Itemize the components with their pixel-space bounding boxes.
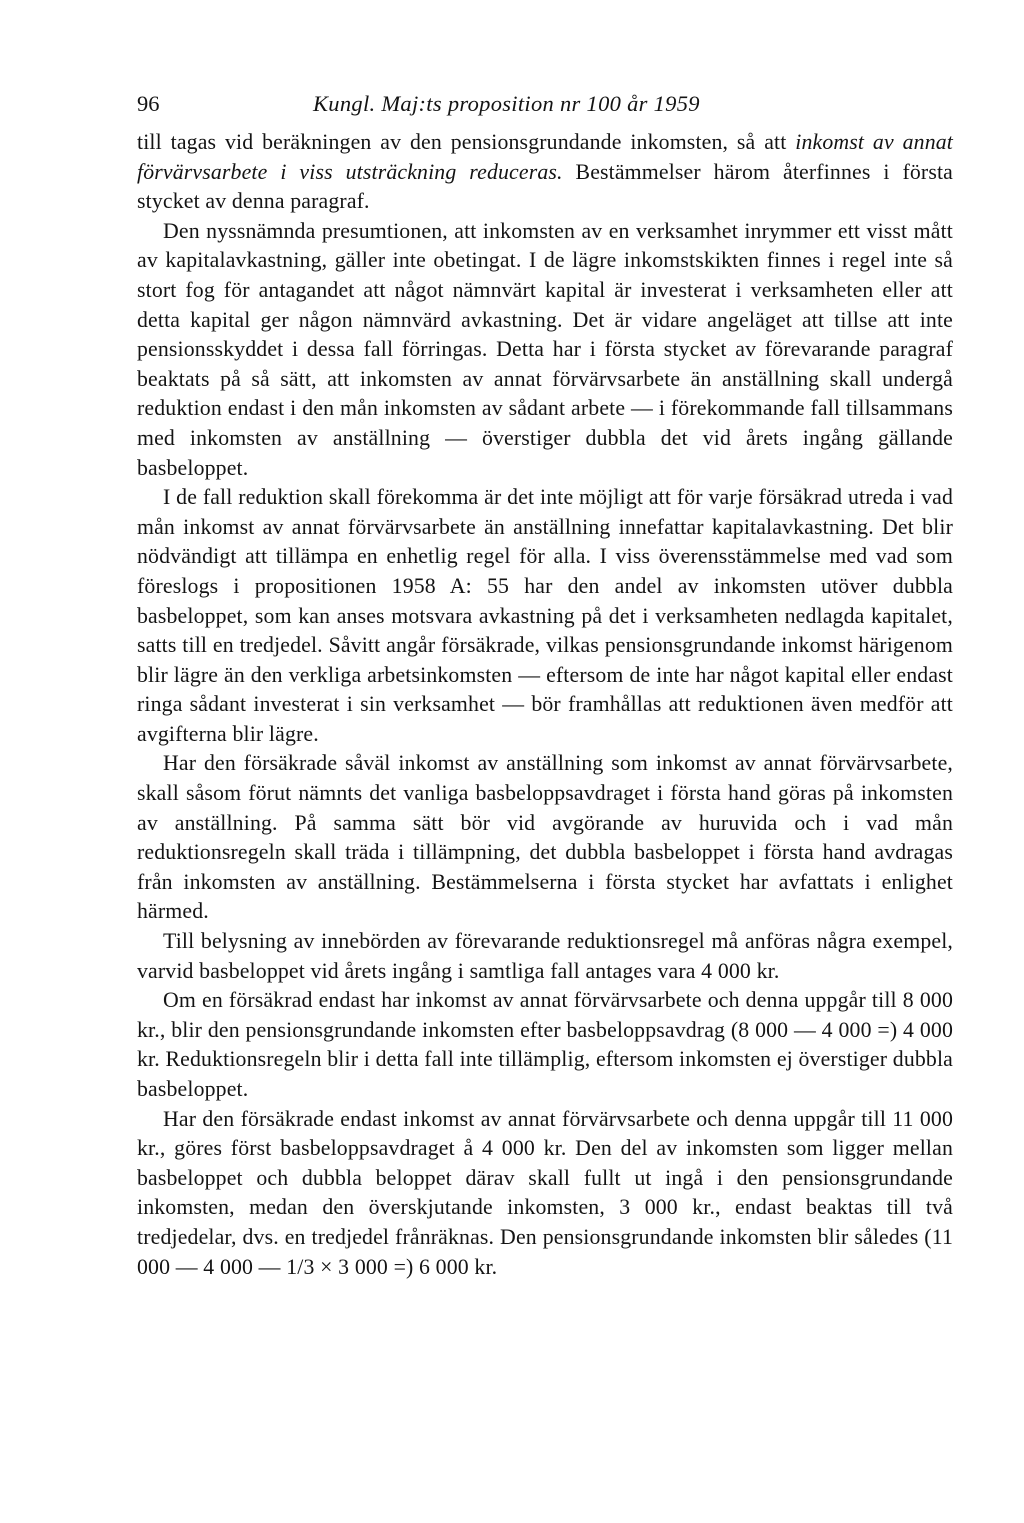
paragraph-6: Om en försäkrad endast har inkomst av annat förvärvsarbete och denna uppgår till 8 000 kr., blir den pensionsgrundande inkomsten efter basbeloppsavdrag (8 000 — 4 000 =) 4 000 kr. Reduktionsregeln blir i detta fall inte tillämplig, eftersom inkomsten ej överstiger dubbla basbeloppet. bbox=[137, 988, 953, 1101]
paragraph-5: Till belysning av innebörden av förevarande reduktionsregel må anföras några exempel, varvid basbeloppet vid årets ingång i samtliga fall antages vara 4 000 kr. bbox=[137, 929, 953, 983]
paragraph-7: Har den försäkrade endast inkomst av annat förvärvsarbete och denna uppgår till 11 000 kr., göres först basbeloppsavdraget å 4 000 kr. Den del av inkomsten som ligger mellan basbeloppet och dubbla beloppet därav skall fullt ut ingå i den pensionsgrundande inkomsten, medan den överskjutande inkomsten, 3 000 kr., endast beaktas till två tredjedelar, dvs. en tredjedel frånräknas. Den pensionsgrundande inkomsten blir således (11 000 — 4 000 — 1/3 × 3 000 =) 6 000 kr. bbox=[137, 1106, 953, 1279]
paragraph-1-text-before: till tagas vid beräkningen av den pensionsgrundande inkomsten, så att bbox=[137, 130, 796, 154]
paragraph-2: Den nyssnämnda presumtionen, att inkomsten av en verksamhet inrymmer ett visst mått av kapitalavkastning, gäller inte obetingat. I de lägre inkomstskikten finnes i regel inte så stort fog för antagandet att något nämnvärt kapital är investerat i verksamheten eller att detta kapital ger någon nämnvärd avkastning. Det är vidare angeläget att tillse att inte pensionsskyddet i dessa fall förringas. Detta har i första stycket av förevarande paragraf beaktats på så sätt, att inkomsten av annat förvärvsarbete än anställning skall undergå reduktion endast i den mån inkomsten av sådant arbete — i förekommande fall tillsammans med inkomsten av anställning — överstiger dubbla det vid årets ingång gällande basbeloppet. bbox=[137, 218, 953, 480]
page-header bbox=[137, 86, 889, 122]
paragraph-4: Har den försäkrade såväl inkomst av anställning som inkomst av annat förvärvsarbete, skall såsom förut nämnts det vanliga basbeloppsavdraget i första hand göras på inkomsten av anställning. På samma sätt bör vid avgörande av huruvida och i vad mån reduktionsregeln skall träda i tillämpning, det dubbla basbeloppet i första hand avdragas från inkomsten av anställning. Bestämmelserna i första stycket har avfattats i enlighet härmed. bbox=[137, 751, 953, 924]
body-text bbox=[137, 128, 953, 1282]
paragraph-1-text-after: Bestämmelser härom återfinnes i första stycket av denna paragraf. bbox=[137, 159, 953, 214]
paragraph-1-emphasis: inkomst av annat förvärvsarbete i viss utsträckning reduceras. bbox=[137, 130, 954, 184]
page-number: 96 bbox=[137, 91, 160, 116]
paragraph-3: I de fall reduktion skall förekomma är det inte möjligt att för varje försäkrad utreda i vad mån inkomst av annat förvärvsarbete än anställning innefattar kapitalavkastning. Det blir nödvändigt att tillämpa en enhetlig regel för alla. I viss överensstämmelse med vad som föreslogs i propositionen 1958 A: 55 har den andel av inkomsten utöver dubbla basbeloppet, som kan anses motsvara avkastning på det i verksamheten nedlagda kapitalet, satts till en tredjedel. Såvitt angår försäkrade, vilkas pensionsgrundande inkomst härigenom blir lägre än den verkliga arbetsinkomsten — eftersom de inte har något kapital eller endast ringa sådant investerat i sin verksamhet — bör framhållas att reduktionen även medför att avgifterna blir lägre. bbox=[137, 485, 953, 746]
running-title: Kungl. Maj:ts proposition nr 100 år 1959 bbox=[313, 91, 700, 116]
paragraph-1 bbox=[137, 128, 953, 217]
